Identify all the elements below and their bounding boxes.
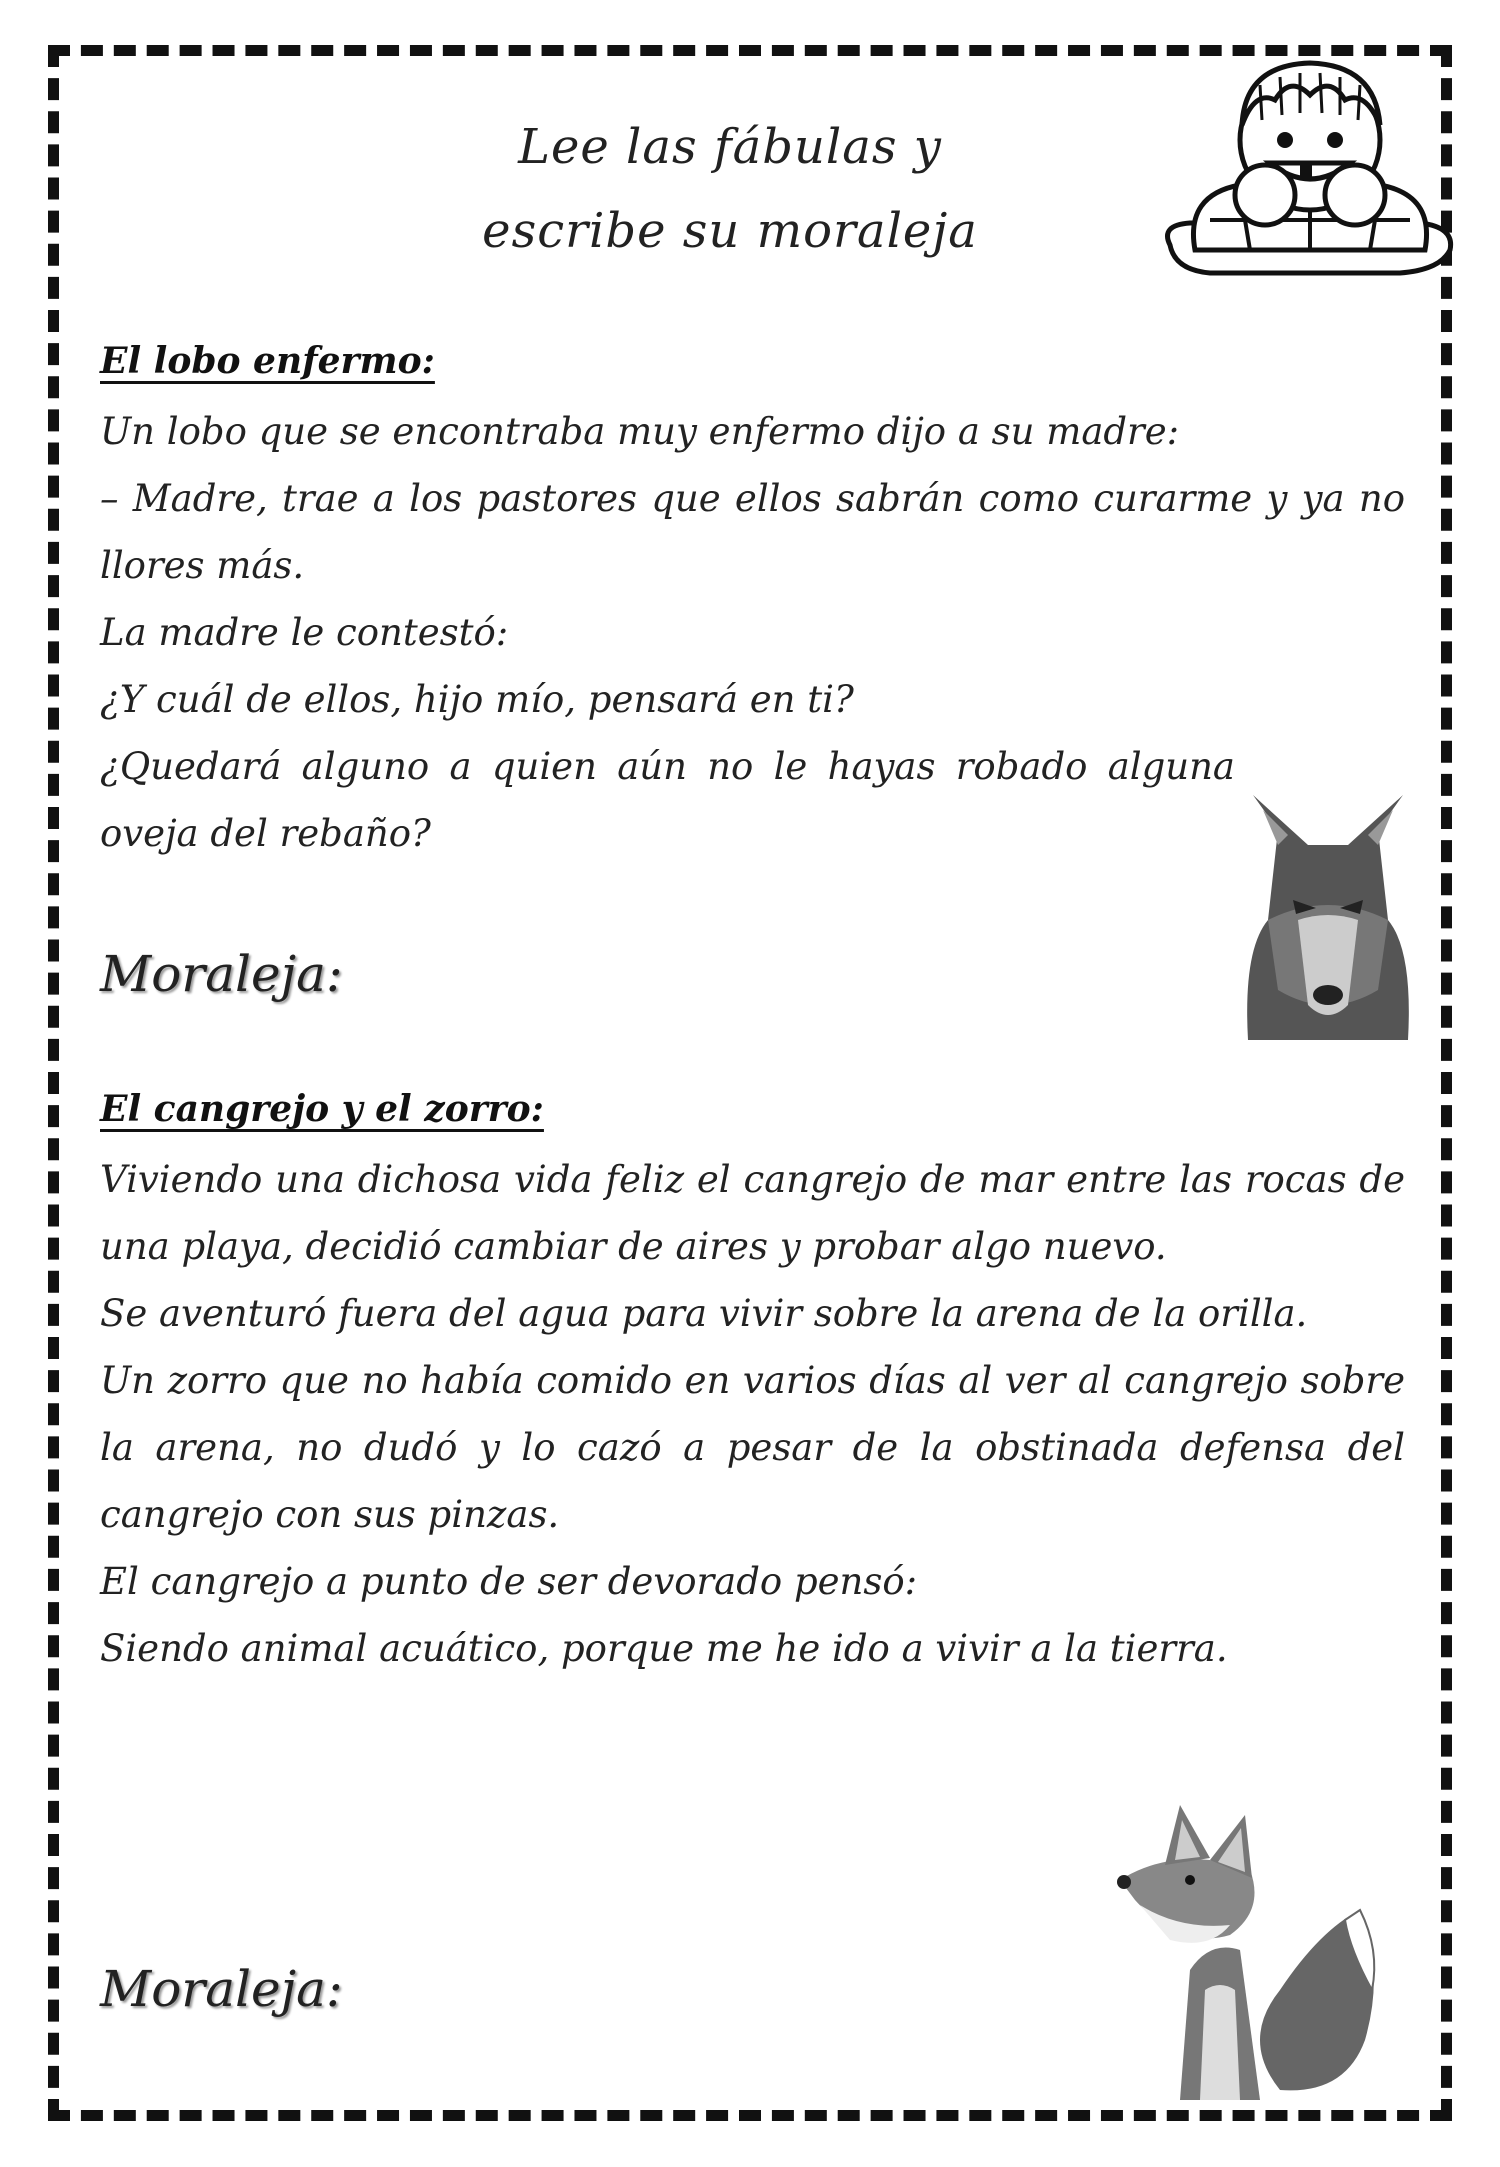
- wolf-icon: [1238, 790, 1418, 1040]
- fable-1-heading: El lobo enfermo:: [100, 340, 435, 382]
- fable-2-line: El cangrejo a punto de ser devorado pensó:: [100, 1560, 918, 1603]
- fable-2-line: Siendo animal acuático, porque me he ido a vivir a la tierra.: [100, 1627, 1228, 1670]
- fable-1-line: Un lobo que se encontraba muy enfermo dijo a su madre:: [100, 410, 1180, 453]
- fable-2-line: Un zorro que no había comido en varios días al ver al cangrejo sobre la arena, no dudó y lo cazó a pesar de la obstinada defensa del cangrejo con sus pinzas.: [100, 1359, 1405, 1536]
- fable-1-line: – Madre, trae a los pastores que ellos sabrán como curarme y ya no llores más.: [100, 477, 1405, 587]
- page-title: [400, 105, 1060, 273]
- fox-icon: [1110, 1800, 1390, 2110]
- fable-2-heading: El cangrejo y el zorro:: [100, 1088, 544, 1130]
- title-line-2: escribe su moraleja: [482, 203, 978, 259]
- fable-1-moraleja-label: Moraleja:: [100, 945, 343, 1003]
- boy-turtle-icon: [1150, 45, 1470, 310]
- fable-2-moraleja-label: Moraleja:: [100, 1960, 343, 2018]
- fable-1-line: ¿Quedará alguno a quien aún no le hayas robado alguna oveja del rebaño?: [100, 745, 1235, 855]
- title-line-1: Lee las fábulas y: [518, 119, 942, 175]
- fable-2-line: Viviendo una dichosa vida feliz el cangrejo de mar entre las rocas de una playa, decidió cambiar de aires y probar algo nuevo.: [100, 1158, 1405, 1268]
- fable-2-text: [100, 1146, 1405, 1682]
- fable-1-text: [100, 398, 1405, 867]
- fable-1-line: ¿Y cuál de ellos, hijo mío, pensará en ti?: [100, 678, 854, 721]
- fable-2-line: Se aventuró fuera del agua para vivir sobre la arena de la orilla.: [100, 1292, 1308, 1335]
- fable-1-line: La madre le contestó:: [100, 611, 509, 654]
